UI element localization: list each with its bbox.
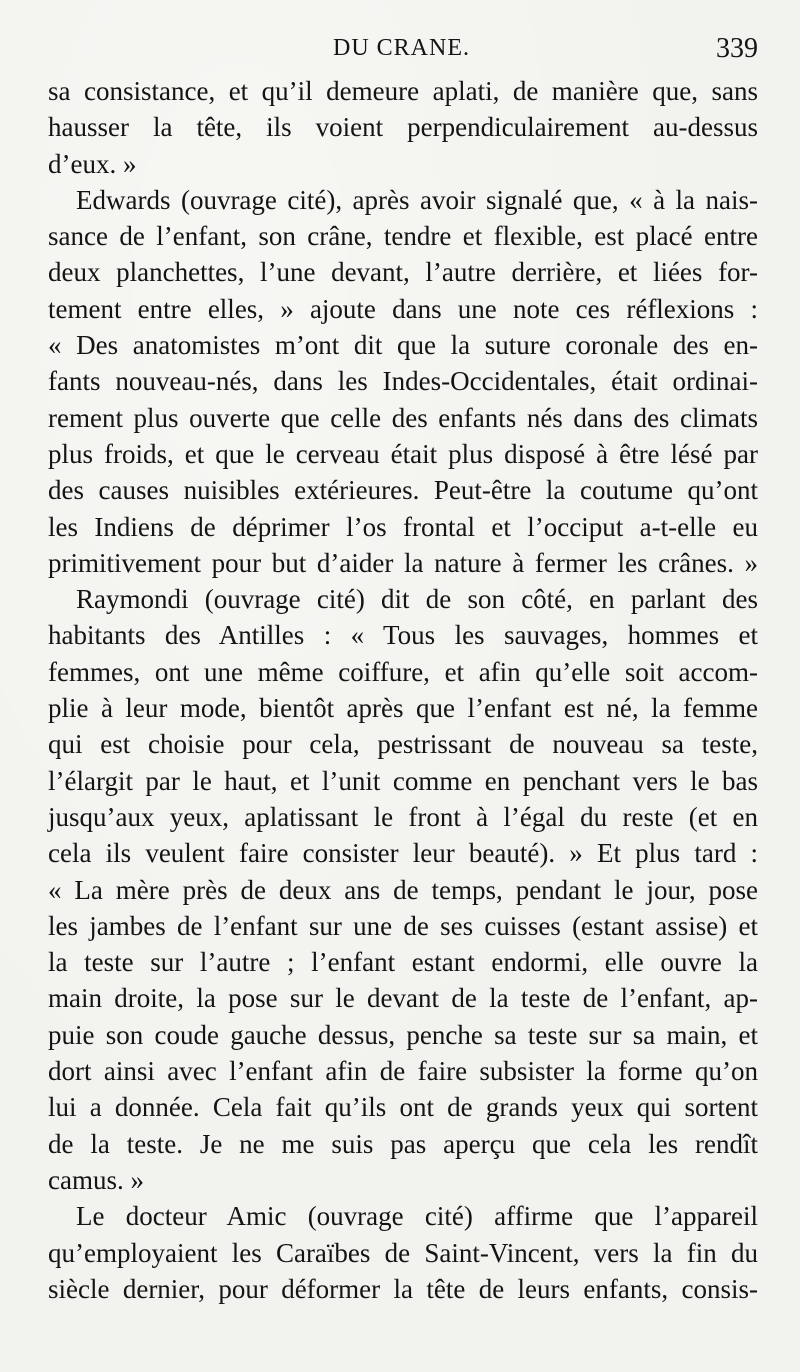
text-line: tement entre elles, » ajoute dans une note ces réflexions : bbox=[48, 293, 758, 324]
page-number: 339 bbox=[716, 33, 758, 64]
text-line: l’élargit par le haut, et l’unit comme en penchant vers le bas bbox=[48, 765, 758, 796]
text-line: Le docteur Amic (ouvrage cité) affirme que l’appareil bbox=[76, 1201, 758, 1232]
text-line: Edwards (ouvrage cité), après avoir signalé que, « à la nais- bbox=[76, 184, 758, 215]
text-line: les jambes de l’enfant sur une de ses cuisses (estant assise) et bbox=[48, 910, 758, 941]
text-line: femmes, ont une même coiffure, et afin qu’elle soit accom- bbox=[48, 656, 758, 687]
running-head: DU CRANE. bbox=[333, 35, 471, 61]
text-line: main droite, la pose sur le devant de la teste de l’enfant, ap- bbox=[48, 983, 758, 1014]
text-line: plie à leur mode, bientôt après que l’enfant est né, la femme bbox=[48, 693, 758, 724]
text-line: qui est choisie pour cela, pestrissant de nouveau sa teste, bbox=[48, 729, 758, 760]
text-line: hausser la tête, ils voient perpendiculairement au-dessus bbox=[48, 112, 758, 143]
text-line: lui a donnée. Cela fait qu’ils ont de grands yeux qui sortent bbox=[48, 1092, 758, 1123]
text-line: siècle dernier, pour déformer la tête de leurs enfants, consis- bbox=[48, 1273, 758, 1304]
text-line: qu’employaient les Caraïbes de Saint-Vincent, vers la fin du bbox=[48, 1237, 758, 1268]
text-line: camus. » bbox=[48, 1164, 144, 1195]
text-line: sa consistance, et qu’il demeure aplati, de manière que, sans bbox=[48, 76, 758, 106]
text-line: dort ainsi avec l’enfant afin de faire subsister la forme qu’on bbox=[48, 1056, 758, 1087]
text-line: cela ils veulent faire consister leur beauté). » Et plus tard : bbox=[48, 838, 758, 869]
text-line: deux planchettes, l’une devant, l’autre derrière, et liées for- bbox=[48, 257, 758, 288]
text-line: rement plus ouverte que celle des enfants nés dans des climats bbox=[48, 402, 758, 433]
text-line: fants nouveau-nés, dans les Indes-Occidentales, était ordinai- bbox=[48, 366, 758, 397]
body-text bbox=[48, 73, 758, 1307]
text-line: jusqu’aux yeux, aplatissant le front à l’égal du reste (et en bbox=[48, 801, 758, 832]
text-line: primitivement pour but d’aider la nature à fermer les crânes. » bbox=[48, 547, 758, 578]
text-line: habitants des Antilles : « Tous les sauvages, hommes et bbox=[48, 620, 758, 651]
text-line: Raymondi (ouvrage cité) dit de son côté, en parlant des bbox=[76, 584, 758, 615]
page-header bbox=[48, 33, 758, 69]
text-line: de la teste. Je ne me suis pas aperçu que cela les rendît bbox=[48, 1128, 758, 1159]
text-line: plus froids, et que le cerveau était plus disposé à être lésé par bbox=[48, 438, 758, 469]
text-line: d’eux. » bbox=[48, 148, 137, 179]
text-line: puie son coude gauche dessus, penche sa teste sur sa main, et bbox=[48, 1019, 758, 1050]
text-line: « La mère près de deux ans de temps, pendant le jour, pose bbox=[48, 874, 758, 905]
text-line: « Des anatomistes m’ont dit que la suture coronale des en- bbox=[48, 330, 758, 361]
text-line: la teste sur l’autre ; l’enfant estant endormi, elle ouvre la bbox=[48, 947, 758, 978]
text-line: les Indiens de déprimer l’os frontal et l’occiput a-t-elle eu bbox=[48, 511, 758, 542]
text-line: des causes nuisibles extérieures. Peut-être la coutume qu’ont bbox=[48, 475, 758, 506]
text-line: sance de l’enfant, son crâne, tendre et flexible, est placé entre bbox=[48, 221, 758, 252]
